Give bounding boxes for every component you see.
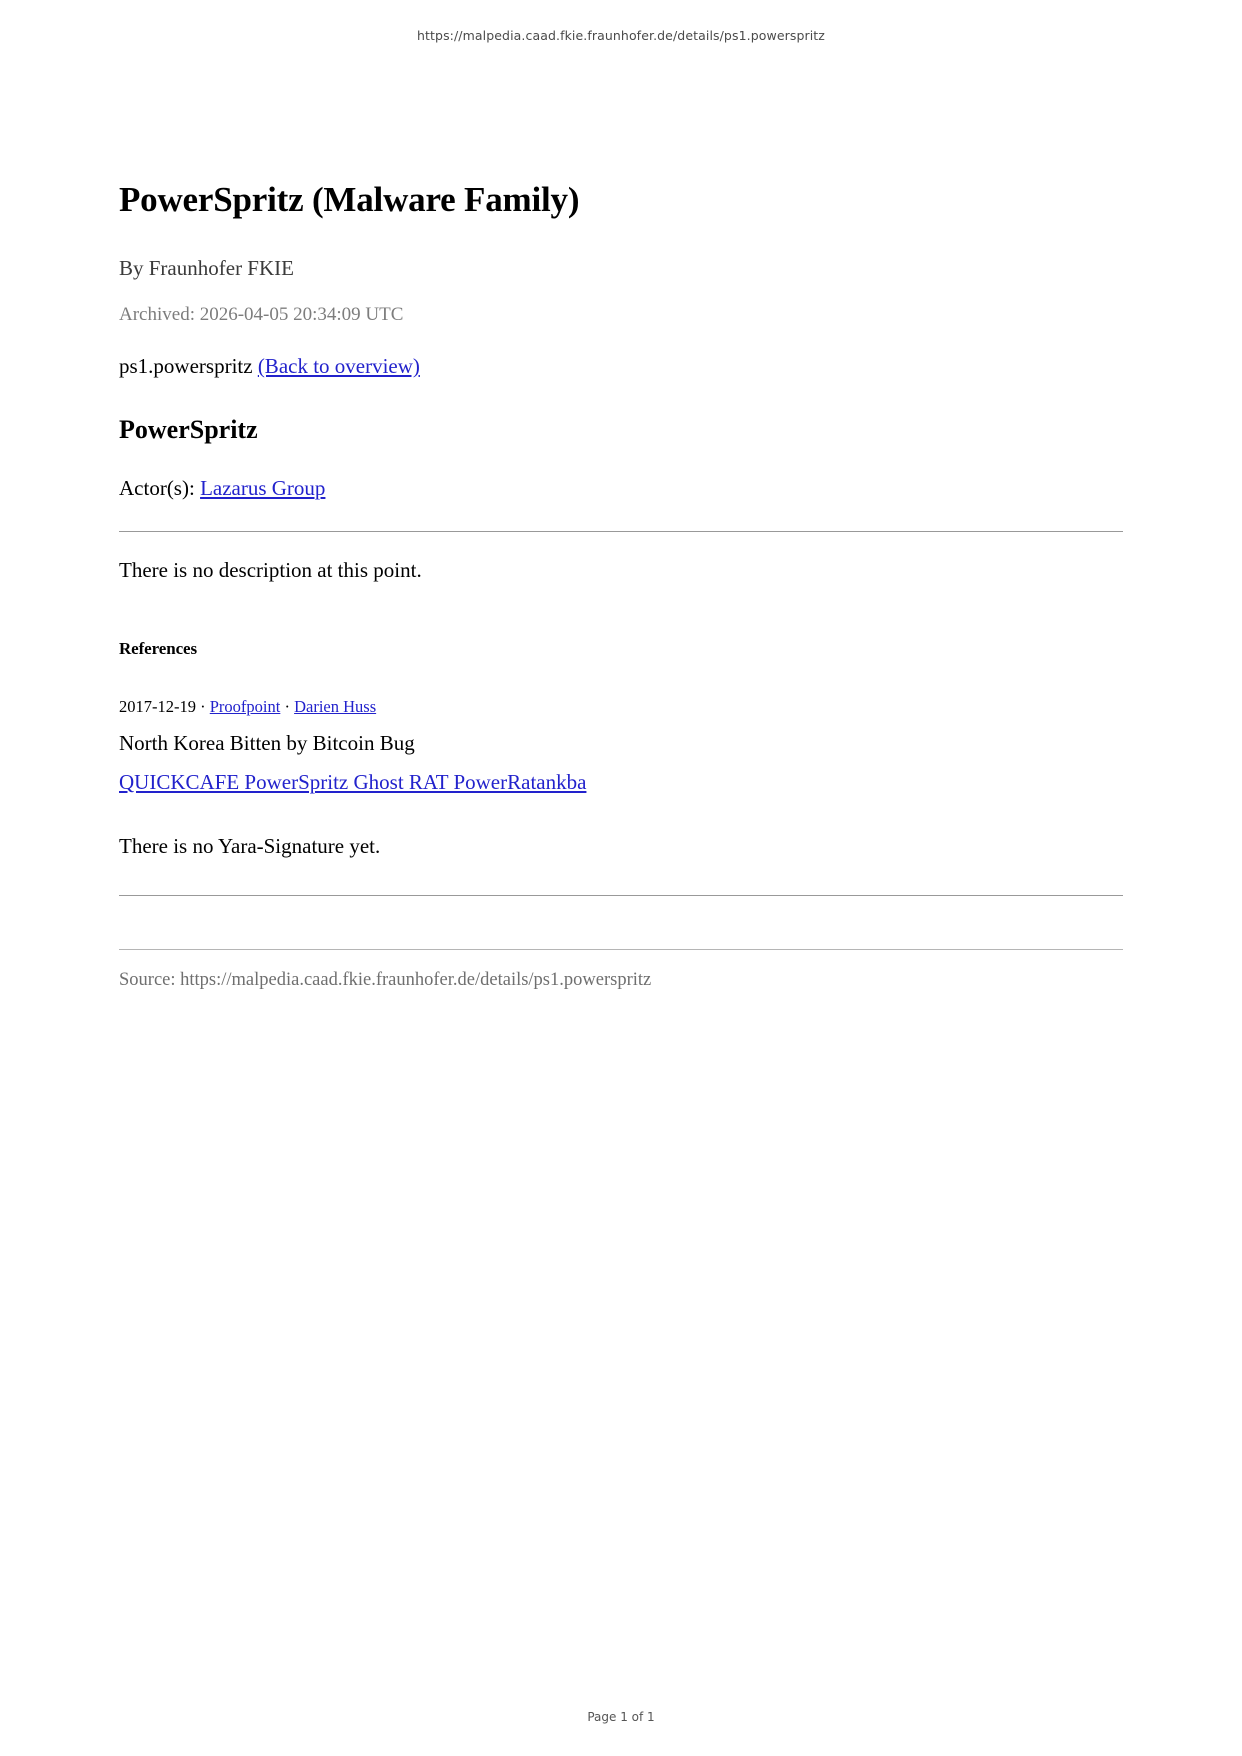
document-content bbox=[119, 180, 1123, 991]
source-url: Source: https://malpedia.caad.fkie.fraunhofer.de/details/ps1.powerspritz bbox=[119, 970, 652, 990]
reference-meta: 2017-12-19 · Proofpoint · Darien Huss bbox=[119, 697, 377, 716]
actors-row bbox=[119, 476, 1123, 501]
page-footer: Page 1 of 1 bbox=[587, 1710, 655, 1724]
actor-link-lazarus-group[interactable]: Lazarus Group bbox=[200, 476, 326, 500]
reference-date: 2017-12-19 bbox=[119, 697, 196, 716]
divider-source bbox=[119, 949, 1123, 950]
actors-label: Actor(s): bbox=[119, 476, 195, 500]
divider-bottom bbox=[119, 895, 1123, 896]
references-heading: References bbox=[119, 639, 197, 658]
reference-author-link[interactable]: Darien Huss bbox=[294, 697, 377, 716]
page-title: PowerSpritz (Malware Family) bbox=[119, 180, 580, 219]
family-slug: ps1.powerspritz bbox=[119, 354, 253, 378]
reference-title: North Korea Bitten by Bitcoin Bug bbox=[119, 731, 415, 755]
family-name-heading: PowerSpritz bbox=[119, 415, 258, 444]
reference-publisher-link[interactable]: Proofpoint bbox=[209, 697, 281, 716]
page-header-url: https://malpedia.caad.fkie.fraunhofer.de/details/ps1.powerspritz bbox=[417, 28, 825, 43]
description-text: There is no description at this point. bbox=[119, 558, 422, 582]
reference-tags bbox=[119, 770, 1123, 795]
yara-signature-text: There is no Yara-Signature yet. bbox=[119, 834, 381, 858]
slug-line bbox=[119, 354, 1123, 379]
byline: By Fraunhofer FKIE bbox=[119, 256, 294, 280]
archived-timestamp: Archived: 2026-04-05 20:34:09 UTC bbox=[119, 304, 404, 325]
divider-top bbox=[119, 531, 1123, 532]
reference-tags-link[interactable]: QUICKCAFE PowerSpritz Ghost RAT PowerRatankba bbox=[119, 770, 587, 794]
back-to-overview-link[interactable]: (Back to overview) bbox=[257, 354, 420, 378]
